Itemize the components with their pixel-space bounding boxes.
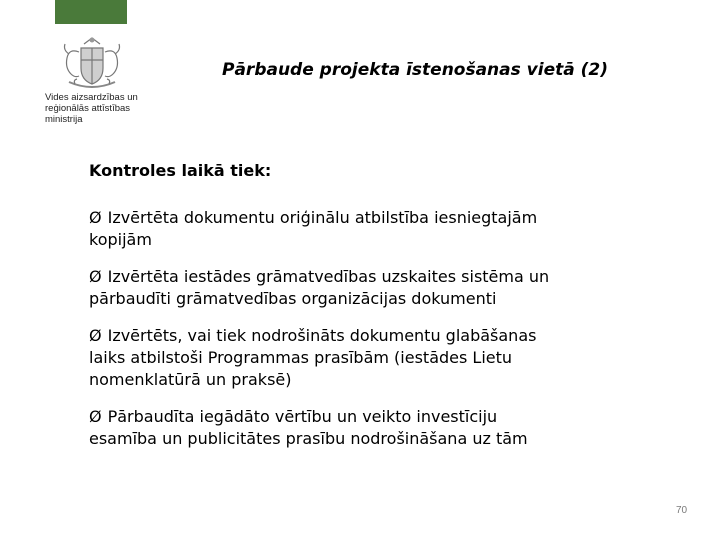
bullet-text: Izvērtēta dokumentu oriģinālu atbilstība iesniegtajām [107, 208, 538, 227]
bullet-text: Izvērtēts, vai tiek nodrošināts dokumentu glabāšanas [107, 326, 537, 345]
bullet-item [89, 406, 689, 450]
bullet-item [89, 325, 689, 391]
arrow-bullet-icon: Ø [89, 267, 102, 286]
bullet-text: esamība un publicitātes prasību nodrošināšana uz tām [89, 429, 528, 448]
bullet-text: nomenklatūrā un praksē) [89, 370, 292, 389]
ministry-name [45, 92, 145, 125]
page-number: 70 [676, 505, 688, 516]
ministry-name-line: ministrija [45, 114, 83, 125]
ministry-name-line: Vides aizsardzības un [45, 92, 138, 103]
bullet-text: pārbaudīti grāmatvedības organizācijas dokumenti [89, 289, 497, 308]
bullet-text: kopijām [89, 230, 152, 249]
slide-title: Pārbaude projekta īstenošanas vietā (2) [222, 60, 608, 80]
header-accent-bar [55, 0, 127, 24]
slide-subtitle: Kontroles laikā tiek: [89, 161, 272, 180]
bullet-text: Pārbaudīta iegādāto vērtību un veikto investīciju [107, 407, 498, 426]
bullet-text: Izvērtēta iestādes grāmatvedības uzskaites sistēma un [107, 267, 550, 286]
bullet-text: laiks atbilstoši Programmas prasībām (iestādes Lietu [89, 348, 513, 367]
ministry-name-line: reģionālās attīstības [45, 103, 131, 114]
arrow-bullet-icon: Ø [89, 407, 102, 426]
bullet-item [89, 207, 689, 251]
bullet-item [89, 266, 689, 310]
arrow-bullet-icon: Ø [89, 326, 102, 345]
arrow-bullet-icon: Ø [89, 208, 102, 227]
ministry-logo [40, 34, 145, 124]
bullet-list [89, 207, 689, 465]
coat-of-arms-icon [57, 34, 127, 92]
